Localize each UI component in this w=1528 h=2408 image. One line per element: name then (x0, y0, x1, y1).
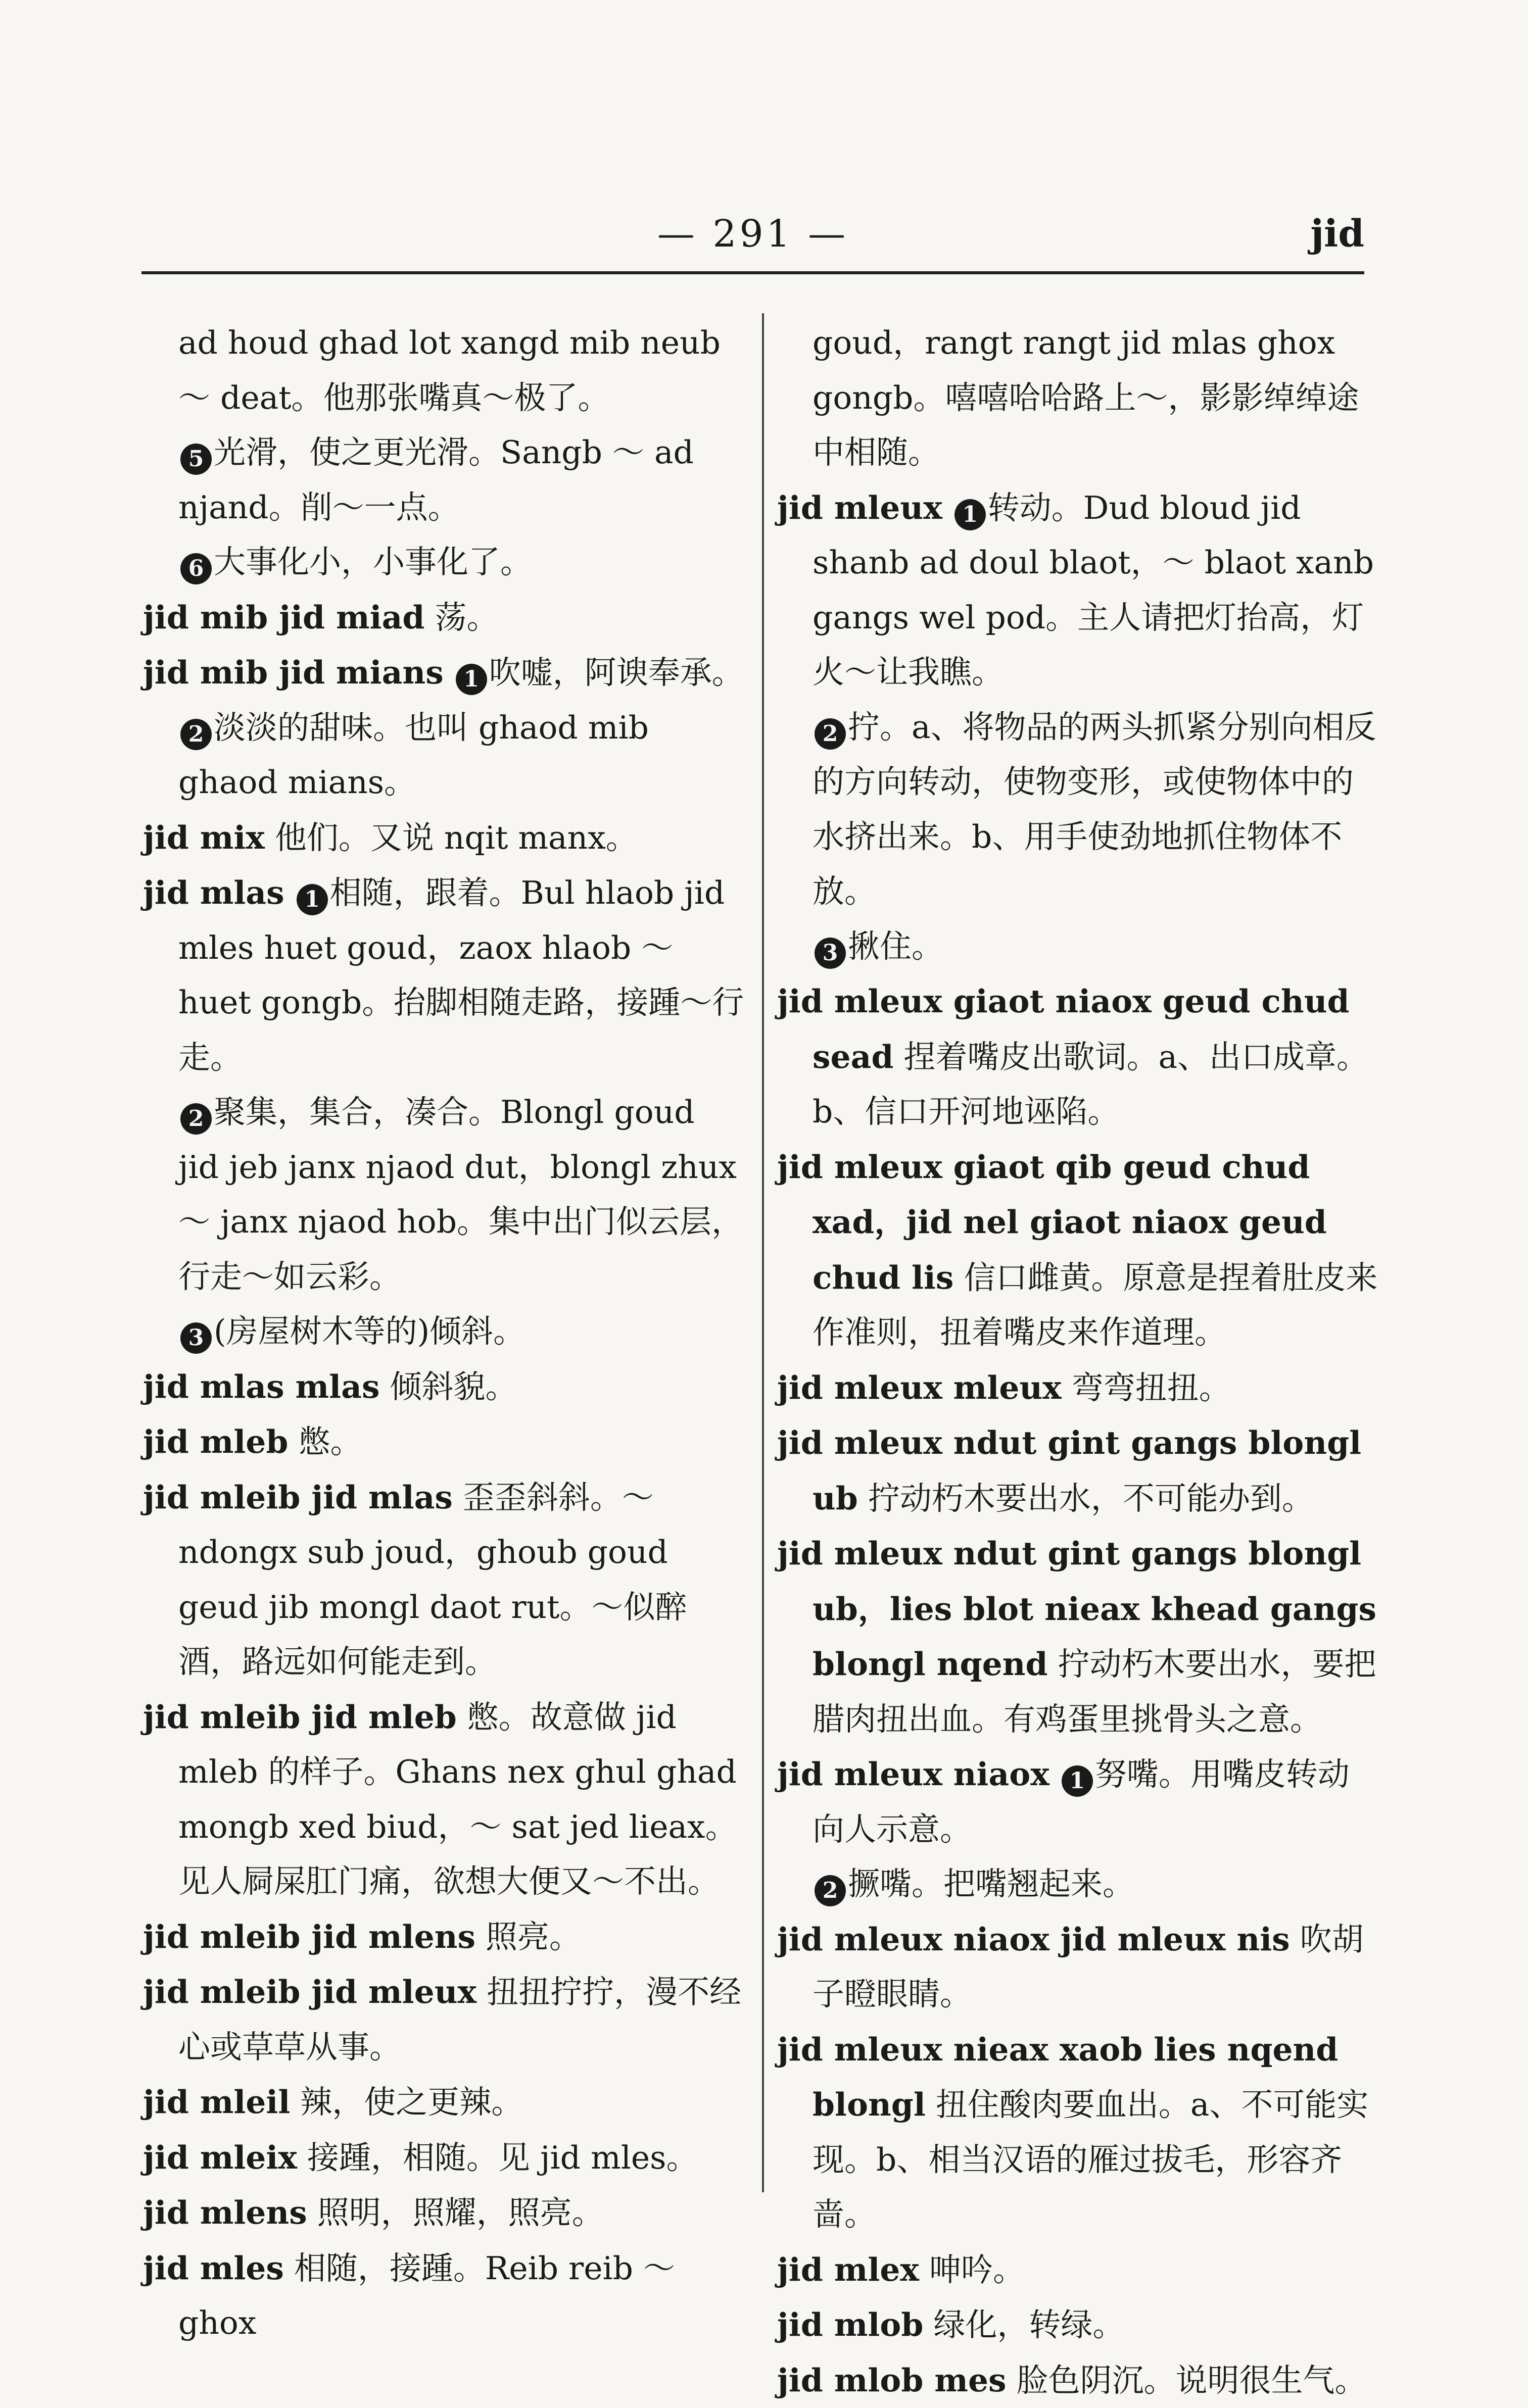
headword: jid mleux niaox (777, 1755, 1049, 1793)
definition-text: 扭住酸肉要血出。a、不可能实现。b、相当汉语的雁过拔毛，形容齐啬。 (813, 2086, 1368, 2233)
definition-text: 信口雌黄。原意是捏着肚皮来作准则，扭着嘴皮来作道理。 (813, 1259, 1377, 1351)
headword: jid mix (143, 819, 265, 856)
headword: jid mleix (143, 2139, 297, 2176)
sense-number-icon: 1 (297, 884, 328, 915)
dictionary-entry (143, 2241, 744, 2351)
definition-text: 努嘴。用嘴皮转动向人示意。 (813, 1756, 1350, 1848)
sense-number-icon: 5 (180, 444, 212, 475)
headword: jid mleux giaot niaox geud chud sead (777, 982, 1350, 1075)
sense-number-icon: 3 (180, 1322, 212, 1354)
definition-text: 揪住。 (848, 928, 943, 965)
headword: jid mleb (143, 1423, 288, 1460)
sense-number-icon: 1 (954, 499, 986, 530)
dictionary-entry (143, 2075, 744, 2130)
page-number: — 291 — (141, 212, 1364, 256)
headword: jid mleib jid mleb (143, 1698, 457, 1736)
definition-text: 大事化小，小事化了。 (214, 544, 532, 580)
dictionary-entry (143, 645, 744, 701)
dictionary-entry (777, 480, 1378, 700)
definition-text: 淡淡的甜味。也叫 ghaod mib ghaod mians。 (178, 709, 649, 801)
definition-text: 接踵，相随。见 jid mles。 (297, 2139, 698, 2176)
definition-text: 拧动朽木要出水，不可能办到。 (858, 1480, 1314, 1517)
definition-text: 脸色阴沉。说明很生气。 (1007, 2362, 1367, 2399)
sense-number-icon: 2 (815, 1875, 846, 1906)
headword: jid mleib jid mlens (143, 1918, 475, 1955)
dictionary-entry (777, 2022, 1378, 2242)
dictionary-entry (777, 1526, 1378, 1747)
headword: jid mlob (777, 2306, 923, 2343)
sense-number-icon: 2 (180, 1103, 212, 1135)
dictionary-entry (143, 2185, 744, 2241)
headword: jid mleil (143, 2083, 290, 2121)
dictionary-entry (143, 590, 744, 646)
headword: jid mleux ndut gint gangs blongl ub，lies blot nieax khead gangs blongl nqend (777, 1535, 1376, 1683)
dictionary-entry (777, 1747, 1378, 1857)
dictionary-entry (143, 1414, 744, 1470)
dictionary-entry (777, 2297, 1378, 2353)
running-head: jid (1310, 212, 1364, 256)
column-divider (762, 313, 764, 2192)
dictionary-entry (777, 1912, 1378, 2022)
headword: jid mib jid miad (143, 599, 424, 636)
headword: jid mlas (143, 874, 284, 911)
definition-text: 憋。 (288, 1423, 362, 1460)
definition-text: 他们。又说 nqit manx。 (265, 819, 638, 856)
dictionary-entry (143, 1470, 744, 1690)
headword: jid mleux ndut gint gangs blongl ub (777, 1424, 1361, 1517)
definition-text: 弯弯扭扭。 (1062, 1369, 1231, 1406)
right-column (777, 316, 1378, 2408)
definition-text: 倾斜貌。 (379, 1368, 517, 1405)
headword: jid mlob mes (777, 2362, 1007, 2399)
definition-text: goud，rangt rangt jid mlas ghox gongb。嘻嘻哈哈路上～，影影绰绰途中相随。 (813, 324, 1359, 471)
headword: jid mleib jid mlas (143, 1479, 453, 1516)
header-rule (141, 271, 1364, 274)
definition-text: 歪歪斜斜。～ ndongx sub joud，ghoub goud geud jib mongl daot rut。～似醉酒，路远如何能走到。 (178, 1479, 687, 1681)
dictionary-entry (777, 1415, 1378, 1526)
definition-text: 辣，使之更辣。 (290, 2084, 523, 2121)
dictionary-entry (777, 1360, 1378, 1416)
definition-text: 吹胡子瞪眼睛。 (813, 1921, 1364, 2013)
headword: jid mlas mlas (143, 1368, 379, 1405)
entry-continuation (143, 1085, 744, 1304)
sense-number-icon: 2 (815, 718, 846, 750)
definition-text: (房屋树木等的)倾斜。 (214, 1313, 525, 1350)
entry-continuation (143, 1304, 744, 1359)
definition-text: 撅嘴。把嘴翘起来。 (848, 1865, 1134, 1902)
sense-number-icon: 6 (180, 553, 212, 584)
sense-number-icon: 3 (815, 938, 846, 969)
definition-text: 捏着嘴皮出歌词。a、出口成章。b、信口开河地诬陷。 (813, 1039, 1368, 1131)
definition-text: 光滑，使之更光滑。Sangb ～ ad njand。削～一点。 (178, 434, 694, 526)
definition-text: 扭扭拧拧，漫不经心或草草从事。 (178, 1974, 741, 2066)
dictionary-entry (143, 1690, 744, 1909)
headword: jid mlens (143, 2194, 307, 2231)
definition-text: 憋。故意做 jid mleb 的样子。Ghans nex ghul ghad mongb xed biud，～ sat jed lieax。见人屙屎肛门痛，欲想大便又～不出。 (178, 1699, 737, 1900)
entry-continuation (143, 535, 744, 590)
definition-text: 拧。a、将物品的两头抓紧分别向相反的方向转动，使物变形，或使物体中的水挤出来。b、用手使劲地抓住物体不放。 (813, 709, 1376, 910)
definition-text: 吹嘘，阿谀奉承。 (489, 654, 744, 691)
headword: jid mles (143, 2249, 284, 2287)
left-column (143, 316, 744, 2351)
headword: jid mleib jid mleux (143, 1973, 476, 2010)
dictionary-entry (777, 1140, 1378, 1360)
dictionary-entry (777, 974, 1378, 1140)
entry-continuation (143, 701, 744, 810)
definition-text: 相随，接踵。Reib reib ～ ghox (178, 2250, 675, 2342)
definition-text: 相随，跟着。Bul hlaob jid mles huet goud，zaox hlaob ～ huet gongb。抬脚相随走路，接踵～行走。 (178, 874, 744, 1076)
definition-text: 照明，照耀，照亮。 (307, 2194, 604, 2231)
definition-text: 拧动朽木要出水，要把腊肉扭出血。有鸡蛋里挑骨头之意。 (813, 1646, 1376, 1738)
entry-continuation (777, 316, 1378, 480)
entry-continuation (777, 1857, 1378, 1912)
dictionary-entry (777, 2353, 1378, 2408)
definition-text: 绿化，转绿。 (923, 2306, 1124, 2343)
definition-text: ad houd ghad lot xangd mib neub ～ deat。他那张嘴真～极了。 (178, 324, 721, 416)
entry-continuation (777, 919, 1378, 974)
headword: jid mleux giaot qib geud chud xad，jid nel giaot niaox geud chud lis (777, 1148, 1327, 1296)
headword: jid mleux nieax xaob lies nqend blongl (777, 2031, 1338, 2124)
sense-number-icon: 1 (456, 664, 487, 695)
dictionary-entry (143, 865, 744, 1085)
headword: jid mleux mleux (777, 1369, 1062, 1406)
definition-text: 呻吟。 (919, 2251, 1025, 2288)
dictionary-entry (143, 1909, 744, 1965)
definition-text: 照亮。 (475, 1919, 581, 1955)
entry-continuation (143, 425, 744, 535)
headword: jid mlex (777, 2251, 919, 2288)
entry-continuation (777, 700, 1378, 919)
sense-number-icon: 2 (180, 719, 212, 750)
definition-text: 聚集，集合，凑合。Blongl goud jid jeb janx njaod dut，blongl zhux ～ janx njaod hob。集中出门似云层，行走～如云彩。 (178, 1094, 743, 1295)
dictionary-entry (143, 1359, 744, 1415)
dictionary-entry (777, 2242, 1378, 2298)
entry-continuation (143, 316, 744, 425)
headword: jid mleux niaox jid mleux nis (777, 1921, 1290, 1958)
dictionary-entry (143, 1964, 744, 2075)
sense-number-icon: 1 (1062, 1765, 1093, 1797)
dictionary-entry (143, 810, 744, 866)
headword: jid mib jid mians (143, 654, 444, 691)
definition-text: 荡。 (424, 599, 498, 636)
headword: jid mleux (777, 489, 942, 526)
dictionary-entry (143, 2130, 744, 2186)
page-header (141, 212, 1364, 273)
definition-text: 转动。Dud bloud jid shanb ad doul blaot，～ blaot xanb gangs wel pod。主人请把灯抬高，灯火～让我瞧。 (813, 489, 1374, 691)
